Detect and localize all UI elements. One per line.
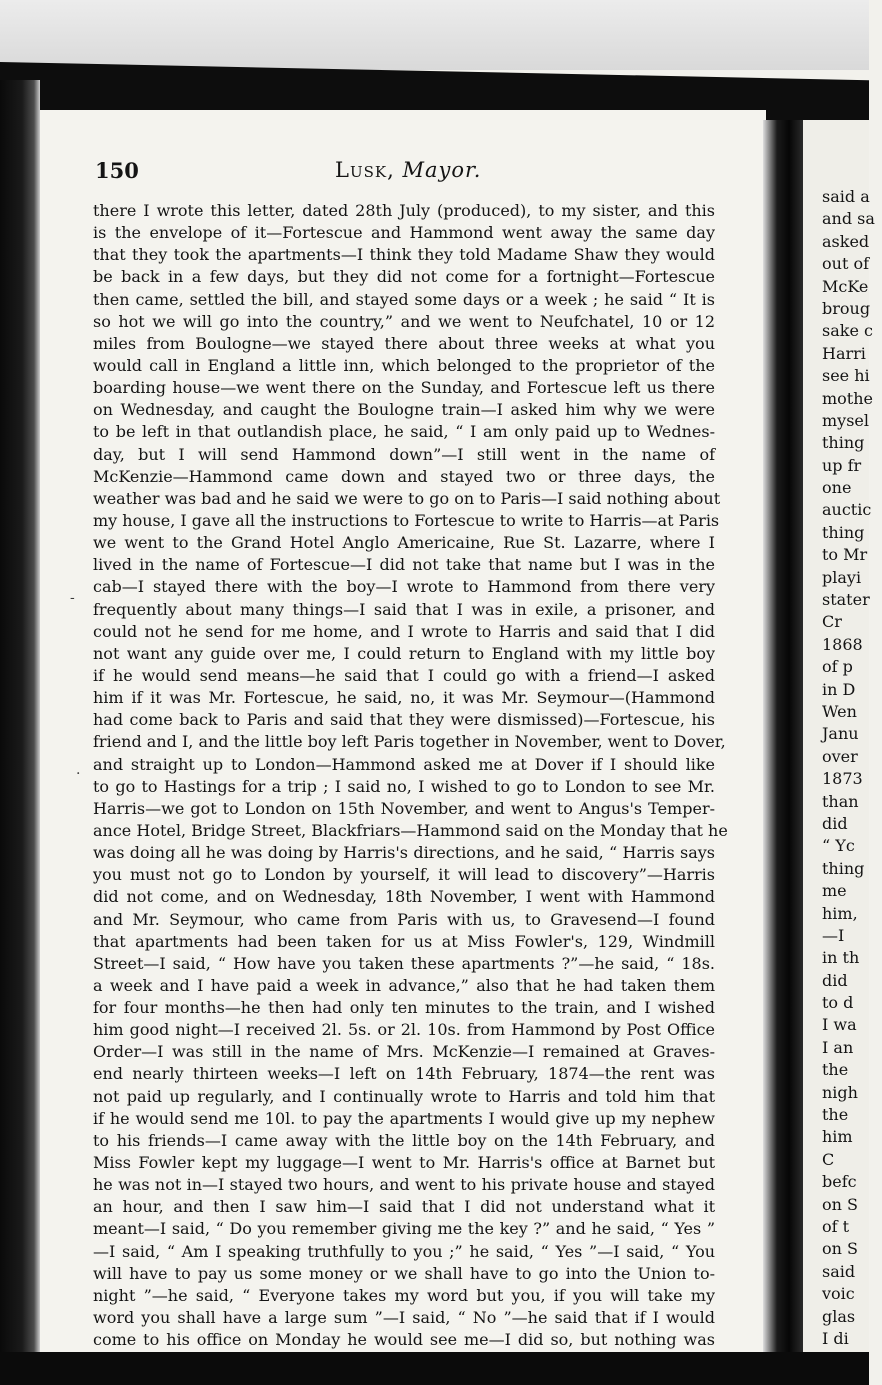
right-page-line: befc xyxy=(822,1172,857,1192)
right-page-line: did xyxy=(822,813,848,833)
page-header xyxy=(95,158,715,192)
right-page-line: stater xyxy=(822,590,870,610)
right-page-line: of p xyxy=(822,657,853,677)
text-line: Harris—we got to London on 15th November, and went to Angus's Temper- xyxy=(93,798,715,818)
right-page-line: in D xyxy=(822,679,856,699)
right-page-line: McKe xyxy=(822,276,869,296)
text-line: and straight up to London—Hammond asked me at Dover if I should like xyxy=(93,754,715,774)
text-line: you must not go to London by yourself, it will lead to discovery”—Harris xyxy=(93,865,715,885)
right-page-line: the xyxy=(822,1060,849,1080)
text-line: Street—I said, “ How have you taken these apartments ?”—he said, “ 18s. xyxy=(93,953,715,973)
text-line: there I wrote this letter, dated 28th July (produced), to my sister, and this xyxy=(93,201,715,220)
right-page-line: Janu xyxy=(822,724,859,744)
text-line: that apartments had been taken for us at Miss Fowler's, 129, Windmill xyxy=(93,931,715,951)
text-line: had come back to Paris and said that they were dismissed)—Fortescue, his xyxy=(93,710,715,730)
text-line: miles from Boulogne—we stayed there about three weeks at what you xyxy=(93,333,715,353)
text-line: to his friends—I came away with the little boy on the 14th February, and xyxy=(93,1130,715,1150)
right-page-line: him, xyxy=(822,903,858,923)
right-page-line: Cr xyxy=(822,612,842,632)
text-line: Miss Fowler kept my luggage—I went to Mr. Harris's office at Barnet but xyxy=(93,1153,715,1173)
margin-dash-mark: - xyxy=(70,590,75,606)
text-line: be back in a few days, but they did not come for a fortnight—Fortescue xyxy=(93,267,715,287)
right-page-line: C xyxy=(822,1149,835,1169)
text-line: boarding house—we went there on the Sunday, and Fortescue left us there xyxy=(93,378,715,398)
right-page-line: Wen xyxy=(822,701,857,721)
book-gutter xyxy=(763,120,803,1370)
right-page-line: I wa xyxy=(822,1015,857,1035)
right-page-line: in th xyxy=(822,948,860,968)
right-page-line: of t xyxy=(822,1216,850,1236)
text-line: was doing all he was doing by Harris's directions, and he said, “ Harris says xyxy=(93,843,715,863)
text-line: if he would send means—he said that I could go with a friend—I asked xyxy=(93,665,715,685)
page-number: 150 xyxy=(95,158,139,183)
right-page-line: playi xyxy=(822,567,862,587)
right-page-line: broug xyxy=(822,298,871,318)
text-line: McKenzie—Hammond came down and stayed two or three days, the xyxy=(93,466,715,486)
text-line: then came, settled the bill, and stayed some days or a week ; he said “ It is xyxy=(93,289,715,309)
right-page-line: me xyxy=(822,881,847,901)
text-line: would call in England a little inn, which belonged to the proprietor of the xyxy=(93,355,715,375)
text-line: did not come, and on Wednesday, 18th November, I went with Hammond xyxy=(93,887,715,907)
text-line: frequently about many things—I said that I was in exile, a prisoner, and xyxy=(93,599,715,619)
right-page-line: auctic xyxy=(822,500,872,520)
right-page-line: said xyxy=(822,1261,856,1281)
text-line: he was not in—I stayed two hours, and went to his private house and stayed xyxy=(93,1175,715,1195)
right-page-line: than xyxy=(822,791,859,811)
right-page-line: sake c xyxy=(822,321,873,341)
right-page-line: to Mr xyxy=(822,545,868,565)
right-page-line: see hi xyxy=(822,366,870,386)
right-page-line: did xyxy=(822,970,848,990)
right-page-line: 1873 xyxy=(822,769,863,789)
right-page-line: thing xyxy=(822,522,865,542)
text-line: word you shall have a large sum ”—I said, “ No ”—he said that if I would xyxy=(93,1308,715,1328)
right-page-line: I di xyxy=(822,1328,849,1348)
book-binding-left xyxy=(0,80,40,1385)
right-page-line: nigh xyxy=(822,1082,858,1102)
running-head-name: Lusk, xyxy=(335,158,395,182)
right-page-line: over xyxy=(822,746,858,766)
text-line: could not he send for me home, and I wrote to Harris and said that I did xyxy=(93,621,715,641)
text-line: —I said, “ Am I speaking truthfully to you ;” he said, “ Yes ”—I said, “ You xyxy=(93,1241,715,1261)
right-page-line: mothe xyxy=(822,388,874,408)
text-line: cab—I stayed there with the boy—I wrote to Hammond from there very xyxy=(93,577,715,597)
text-line: we went to the Grand Hotel Anglo Americaine, Rue St. Lazarre, where I xyxy=(93,533,715,553)
text-line: not paid up regularly, and I continually wrote to Harris and told him that xyxy=(93,1086,715,1106)
scan-bottom-band xyxy=(0,1352,869,1385)
right-page-line: to d xyxy=(822,993,854,1013)
text-line: ance Hotel, Bridge Street, Blackfriars—Hammond said on the Monday that he xyxy=(93,820,728,840)
right-page-line: up fr xyxy=(822,455,862,475)
right-page-line: on S xyxy=(822,1194,858,1214)
right-page-line: —I xyxy=(822,925,845,945)
right-page-line: 1868 xyxy=(822,634,863,654)
body-text xyxy=(93,200,728,1351)
text-line: is the envelope of it—Fortescue and Hammond went away the same day xyxy=(93,223,715,243)
text-line: not want any guide over me, I could return to England with my little boy xyxy=(93,643,715,663)
text-line: Order—I was still in the name of Mrs. McKenzie—I remained at Graves- xyxy=(93,1042,715,1062)
text-line: him good night—I received 2l. 5s. or 2l. 10s. from Hammond by Post Office xyxy=(93,1020,715,1040)
text-line: on Wednesday, and caught the Boulogne train—I asked him why we were xyxy=(93,400,715,420)
right-page-line: thing xyxy=(822,433,865,453)
text-line: an hour, and then I saw him—I said that I did not understand what it xyxy=(93,1197,715,1217)
text-line: to be left in that outlandish place, he said, “ I am only paid up to Wednes- xyxy=(93,422,715,442)
text-line: come to his office on Monday he would see me—I did so, but nothing was xyxy=(93,1330,715,1350)
text-line: so hot we will go into the country,” and we went to Neufchatel, 10 or 12 xyxy=(93,311,715,331)
right-page-line: I an xyxy=(822,1037,854,1057)
right-page-line: said a xyxy=(822,187,870,206)
text-line: my house, I gave all the instructions to Fortescue to write to Harris—at Paris xyxy=(93,510,720,530)
text-line: a week and I have paid a week in advance,” also that he had taken them xyxy=(93,975,715,995)
right-page-text xyxy=(822,186,882,1350)
text-line: if he would send me 10l. to pay the apartments I would give up my nephew xyxy=(93,1108,715,1128)
text-line: day, but I will send Hammond down”—I still went in the name of xyxy=(93,444,715,464)
right-page-line: thing xyxy=(822,858,865,878)
running-head-title: Mayor. xyxy=(402,158,482,182)
text-line: to go to Hastings for a trip ; I said no, I wished to go to London to see Mr. xyxy=(93,776,715,796)
scan-top-edge xyxy=(0,0,869,70)
right-page-line: the xyxy=(822,1105,849,1125)
text-line: will have to pay us some money or we shall have to go into the Union to- xyxy=(93,1263,715,1283)
right-page-line: glas xyxy=(822,1306,856,1326)
right-page-line: mysel xyxy=(822,410,870,430)
right-page-line: asked xyxy=(822,231,870,251)
text-line: meant—I said, “ Do you remember giving me the key ?” and he said, “ Yes ” xyxy=(93,1219,715,1239)
right-page-line: Harri xyxy=(822,343,866,363)
text-line: for four months—he then had only ten minutes to the train, and I wished xyxy=(93,998,715,1018)
right-page-line: one xyxy=(822,478,852,498)
right-page-line: on S xyxy=(822,1239,858,1259)
text-line: night ”—he said, “ Everyone takes my word but you, if you will take my xyxy=(93,1285,715,1305)
text-line: that they took the apartments—I think they told Madame Shaw they would xyxy=(93,245,715,265)
text-line: end nearly thirteen weeks—I left on 14th February, 1874—the rent was xyxy=(93,1064,715,1084)
text-line: him if it was Mr. Fortescue, he said, no, it was Mr. Seymour—(Hammond xyxy=(93,688,715,708)
text-line: lived in the name of Fortescue—I did not take that name but I was in the xyxy=(93,555,715,575)
right-page-line: him xyxy=(822,1127,853,1147)
right-page-line: “ Yc xyxy=(822,836,855,856)
text-line: weather was bad and he said we were to go on to Paris—I said nothing about xyxy=(93,488,721,508)
running-head xyxy=(335,158,481,182)
text-line: and Mr. Seymour, who came from Paris with us, to Gravesend—I found xyxy=(93,909,715,929)
right-page-line: out of xyxy=(822,254,870,274)
right-page-line: and sa xyxy=(822,209,875,229)
margin-dot-mark: . xyxy=(76,762,81,778)
text-line: friend and I, and the little boy left Paris together in November, went to Dover, xyxy=(93,732,726,752)
right-page-line: voic xyxy=(822,1284,855,1304)
